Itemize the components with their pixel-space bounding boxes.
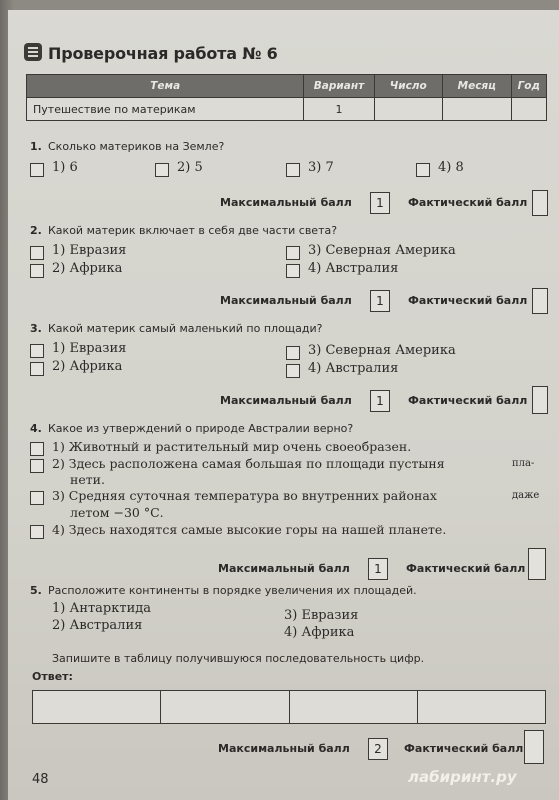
actual-score-box[interactable]: [532, 190, 548, 216]
question-number: 4.: [30, 422, 42, 435]
option: 1) 6: [52, 160, 78, 175]
option-tail: даже: [512, 490, 540, 501]
max-score-label: Максимальный балл: [218, 562, 350, 575]
option-continuation: нети.: [70, 472, 105, 487]
checkbox[interactable]: [30, 246, 44, 260]
checkbox[interactable]: [30, 362, 44, 376]
checkbox[interactable]: [30, 163, 44, 177]
col-month: Месяц: [442, 75, 511, 98]
col-year: Год: [511, 75, 546, 98]
max-score-box: 1: [370, 192, 390, 214]
actual-score-label: Фактический балл: [408, 196, 528, 209]
max-score-box: 1: [370, 290, 390, 312]
question-number: 2.: [30, 224, 42, 237]
answer-cell-3[interactable]: [289, 691, 417, 724]
col-day: Число: [374, 75, 442, 98]
checkbox[interactable]: [286, 163, 300, 177]
checkbox[interactable]: [30, 264, 44, 278]
checkbox[interactable]: [286, 264, 300, 278]
max-score-box: 1: [370, 390, 390, 412]
checkbox[interactable]: [286, 346, 300, 360]
max-score-label: Максимальный балл: [220, 196, 352, 209]
max-score-label: Максимальный балл: [220, 294, 352, 307]
option: 2) Африка: [52, 261, 123, 276]
month-cell[interactable]: [442, 98, 511, 121]
checkbox[interactable]: [30, 525, 44, 539]
option: 1) Евразия: [52, 341, 127, 356]
list-icon: [24, 43, 42, 61]
question-text: Какой материк включает в себя две части света?: [48, 224, 338, 237]
page-number: 48: [32, 772, 49, 787]
option: 4) Австралия: [308, 361, 399, 376]
question-3: [30, 322, 323, 335]
checkbox[interactable]: [30, 491, 44, 505]
variant-cell: 1: [304, 98, 374, 121]
option: 2) Австралия: [52, 618, 143, 633]
header-table: [26, 74, 547, 121]
actual-score-label: Фактический балл: [406, 562, 526, 575]
max-score-label: Максимальный балл: [218, 742, 350, 755]
question-text: Расположите континенты в порядке увеличения их площадей.: [48, 584, 417, 597]
max-score-box: 1: [368, 558, 388, 580]
option-continuation: летом −30 °С.: [70, 505, 164, 520]
option: 4) Здесь находятся самые высокие горы на нашей планете.: [52, 522, 447, 537]
option: 4) Африка: [284, 625, 355, 640]
actual-score-label: Фактический балл: [408, 394, 528, 407]
option: 3) Евразия: [284, 608, 359, 623]
title-text: Проверочная работа № 6: [48, 44, 278, 63]
checkbox[interactable]: [30, 442, 44, 456]
option: 2) 5: [177, 160, 203, 175]
max-score-box: 2: [368, 738, 388, 760]
question-number: 5.: [30, 584, 42, 597]
option: 3) Северная Америка: [308, 343, 456, 358]
question-text: Какое из утверждений о природе Австралии верно?: [48, 422, 354, 435]
option: 3) Северная Америка: [308, 243, 456, 258]
actual-score-label: Фактический балл: [404, 742, 524, 755]
option: 1) Антарктида: [52, 601, 151, 616]
option: 4) 8: [438, 160, 464, 175]
checkbox[interactable]: [30, 459, 44, 473]
checkbox[interactable]: [30, 344, 44, 358]
year-cell[interactable]: [511, 98, 546, 121]
answer-cell-1[interactable]: [33, 691, 161, 724]
question-1: [30, 140, 224, 153]
actual-score-box[interactable]: [532, 386, 548, 414]
question-4: [30, 422, 353, 435]
actual-score-box[interactable]: [532, 288, 548, 314]
question-number: 3.: [30, 322, 42, 335]
checkbox[interactable]: [155, 163, 169, 177]
option: 1) Евразия: [52, 243, 127, 258]
answer-cell-4[interactable]: [417, 691, 545, 724]
col-topic: Тема: [27, 75, 304, 98]
actual-score-box[interactable]: [528, 548, 546, 580]
option: 3) 7: [308, 160, 334, 175]
question-2: [30, 224, 337, 237]
question-text: Сколько материков на Земле?: [48, 140, 225, 153]
topic-cell: Путешествие по материкам: [27, 98, 304, 121]
option: 1) Животный и растительный мир очень своеобразен.: [52, 439, 412, 454]
actual-score-label: Фактический балл: [408, 294, 528, 307]
question-number: 1.: [30, 140, 42, 153]
checkbox[interactable]: [416, 163, 430, 177]
checkbox[interactable]: [286, 364, 300, 378]
instruction-text: Запишите в таблицу получившуюся последовательность цифр.: [52, 652, 425, 665]
option-tail: пла-: [512, 458, 535, 469]
option: 2) Африка: [52, 359, 123, 374]
checkbox[interactable]: [286, 246, 300, 260]
answer-table: [32, 690, 546, 724]
option: 2) Здесь расположена самая большая по площади пустыня: [52, 456, 445, 471]
col-variant: Вариант: [304, 75, 374, 98]
day-cell[interactable]: [374, 98, 442, 121]
option: 4) Австралия: [308, 261, 399, 276]
answer-cell-2[interactable]: [161, 691, 289, 724]
option: 3) Средняя суточная температура во внутренних районах: [52, 488, 437, 503]
watermark-logo: лабиринт.ру: [408, 768, 517, 786]
question-text: Какой материк самый маленький по площади?: [48, 322, 323, 335]
question-5: [30, 584, 417, 597]
actual-score-box[interactable]: [524, 730, 544, 764]
answer-label: Ответ:: [32, 670, 73, 683]
max-score-label: Максимальный балл: [220, 394, 352, 407]
